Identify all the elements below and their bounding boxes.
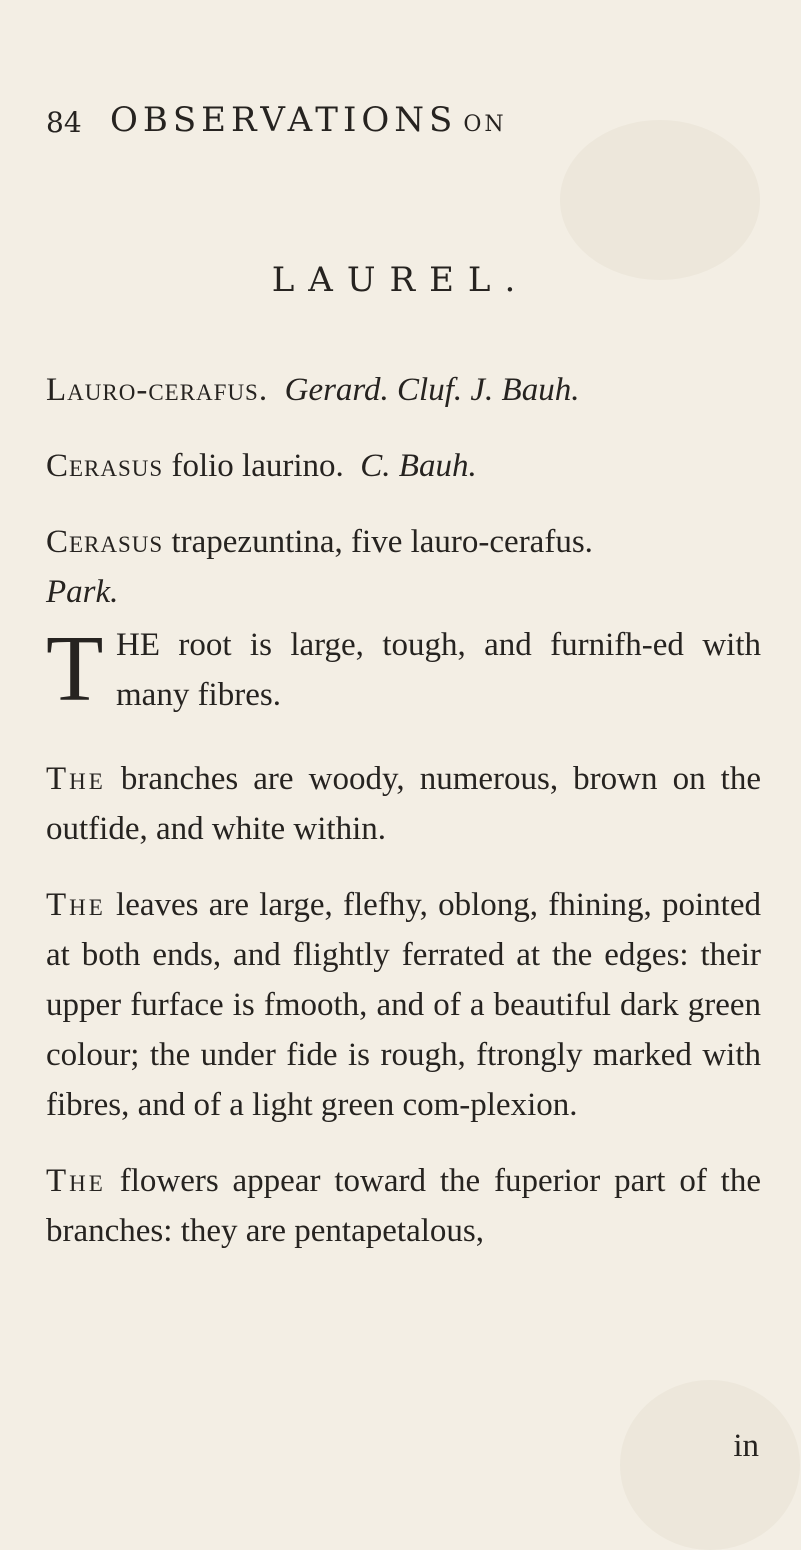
paragraph-lead: The <box>46 1163 106 1199</box>
synonym-name: Lauro-cerafus. <box>46 372 269 408</box>
synonym-text: folio laurino. <box>171 448 344 484</box>
page-header <box>46 100 761 150</box>
synonym-references: Gerard. Cluf. J. Bauh. <box>284 372 580 408</box>
synonym-entry <box>46 441 761 491</box>
paragraph-leaves <box>46 880 761 1130</box>
paragraph-lead: The <box>46 761 106 797</box>
synonym-list <box>46 365 761 643</box>
running-title <box>110 100 507 140</box>
synonym-entry <box>46 517 761 617</box>
synonym-text: trapezuntina, five lauro-cerafus. <box>171 524 593 560</box>
section-title: LAUREL. <box>271 260 530 300</box>
paper-stain <box>620 1380 800 1550</box>
paragraph-lead: The <box>46 887 106 923</box>
paragraph-text: flowers appear toward the fuperior part of the branches: they are pentapetalous, <box>46 1163 762 1249</box>
synonym-name: Cerasus <box>46 524 164 560</box>
paragraph-text: leaves are large, flefhy, oblong, fhining, pointed at both ends, and flightly ferrated at the edges: their upper furface is fmooth, and of a beautiful dark green colour; the under fide is rough, ftrongly marked with fibres, and of a light green com-plexion. <box>46 887 761 1123</box>
catchword: in <box>733 1428 759 1464</box>
drop-cap: T <box>46 617 104 721</box>
synonym-name: Cerasus <box>46 448 164 484</box>
synonym-references: Park. <box>46 574 119 610</box>
running-title-main: OBSERVATIONS <box>110 100 458 140</box>
paragraph-text: HE root is large, tough, and furnifh-ed with many fibres. <box>116 627 761 713</box>
running-title-suffix: ON <box>463 112 507 137</box>
paragraph-flowers <box>46 1156 761 1256</box>
page-number: 84 <box>46 106 82 139</box>
paragraph-branches <box>46 754 761 854</box>
paragraph-root <box>46 617 761 721</box>
body-text <box>46 617 762 1282</box>
paragraph-text: branches are woody, numerous, brown on the outfide, and white within. <box>46 761 761 847</box>
synonym-references: C. Bauh. <box>360 448 477 484</box>
synonym-entry <box>46 365 761 415</box>
